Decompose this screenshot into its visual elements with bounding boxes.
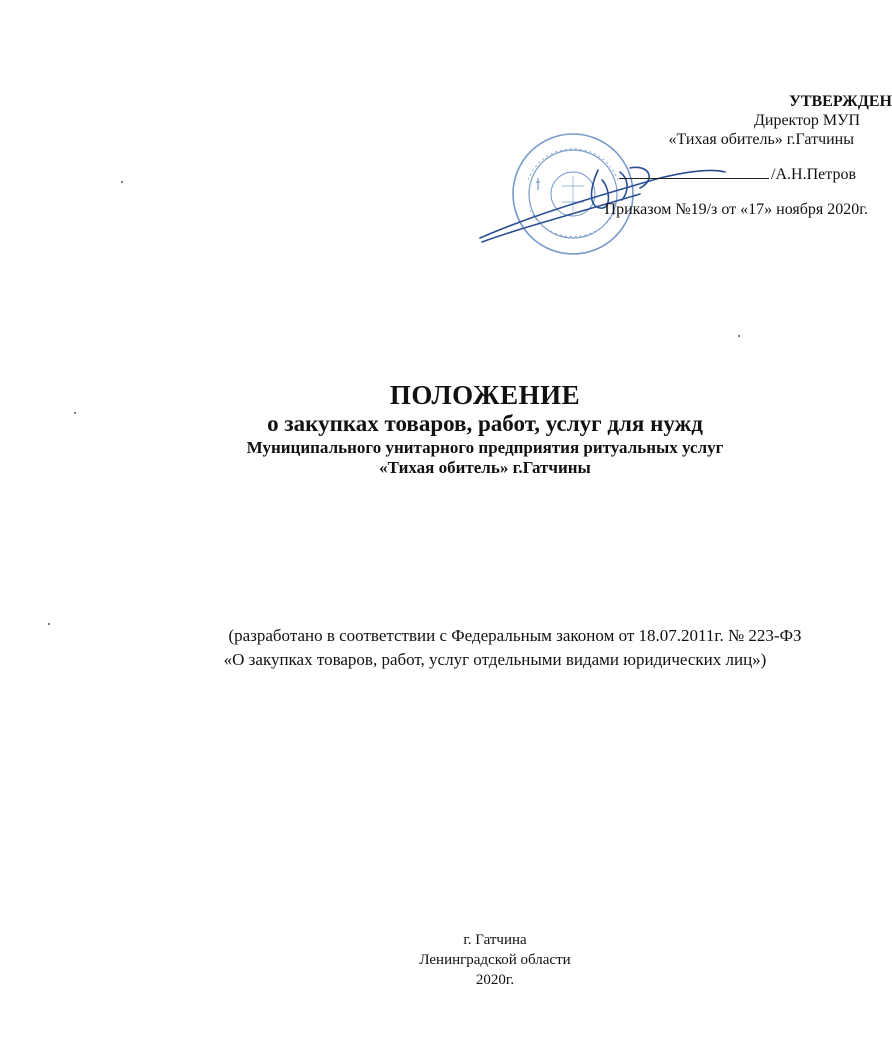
footer-year: 2020г. [475,972,515,988]
approval-block [470,92,892,219]
organization-line-1: Муниципального унитарного предприятия ритуальных услуг [246,438,724,457]
law-reference-line-1: (разработано в соответствии с Федеральным законом от 18.07.2011г. № 223-ФЗ [228,626,802,645]
law-reference-line-2: «О закупках товаров, работ, услуг отдельными видами юридических лиц») [223,650,767,669]
footer-region: Ленинградской области [419,952,571,968]
approval-director: Директор МУП [753,112,860,129]
approval-company: «Тихая обитель» г.Гатчины [668,131,854,148]
approval-signatory: /А.Н.Петров [771,166,856,183]
approval-title: УТВЕРЖДЕН [789,93,892,110]
organization-line-2: «Тихая обитель» г.Гатчины [379,458,591,477]
document-title: ПОЛОЖЕНИЕ [389,380,581,410]
signature-underline [619,166,769,179]
law-reference [0,624,850,672]
footer-city: г. Гатчина [463,932,527,948]
scan-speck [121,181,123,183]
document-title-block [0,380,850,478]
signature-line [470,165,856,184]
scan-speck [48,623,50,625]
document-footer [0,930,850,990]
scan-speck [74,412,76,414]
document-subtitle: о закупках товаров, работ, услуг для нужд [267,411,703,436]
scan-speck [738,335,740,337]
approval-order: Приказом №19/з от «17» ноября 2020г. [604,201,868,218]
